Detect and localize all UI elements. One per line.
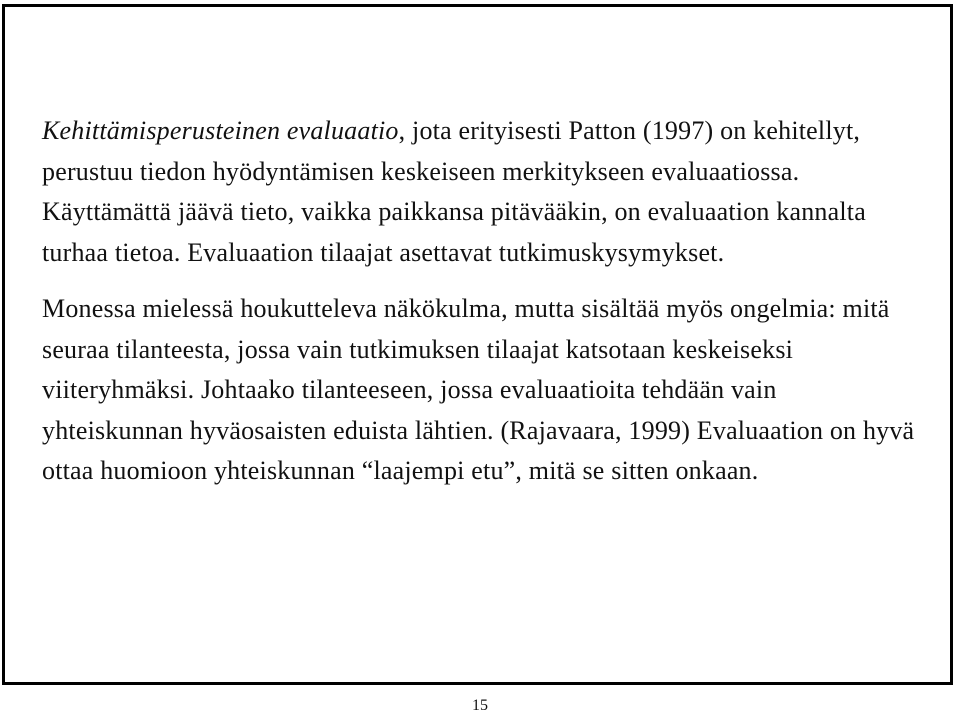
paragraph-critique: Monessa mielessä houkutteleva näkökulma, mutta sisältää myös ongelmia: mitä seuraa tilanteesta, jossa vain tutkimuksen tilaajat katsotaan keskeiseksi viiteryhmäksi. Johtaako tilanteeseen, jossa evaluaatioita tehdään vain yhteiskunnan hyväosaisten eduista lähtien. (Rajavaara, 1999) Evaluaation on hyvä ottaa huomioon yhteiskunnan “laajempi etu”, mitä se sitten onkaan. <box>42 294 915 485</box>
italic-term: Kehittämisperusteinen evaluaatio <box>42 116 399 145</box>
slide-body <box>42 111 922 492</box>
paragraph-text: , jota erityisesti Patton (1997) on kehitellyt, perustuu tiedon hyödyntämisen keskeiseen merkitykseen evaluaatiossa. Käyttämättä jäävä tieto, vaikka paikkansa pitävääkin, on evaluaation kannalta turhaa tietoa. Evaluaation tilaajat asettavat tutkimuskysymykset. <box>42 116 866 267</box>
paragraph-development-based-evaluation <box>42 111 922 273</box>
slide-frame <box>2 4 953 685</box>
page-number: 15 <box>472 697 488 714</box>
